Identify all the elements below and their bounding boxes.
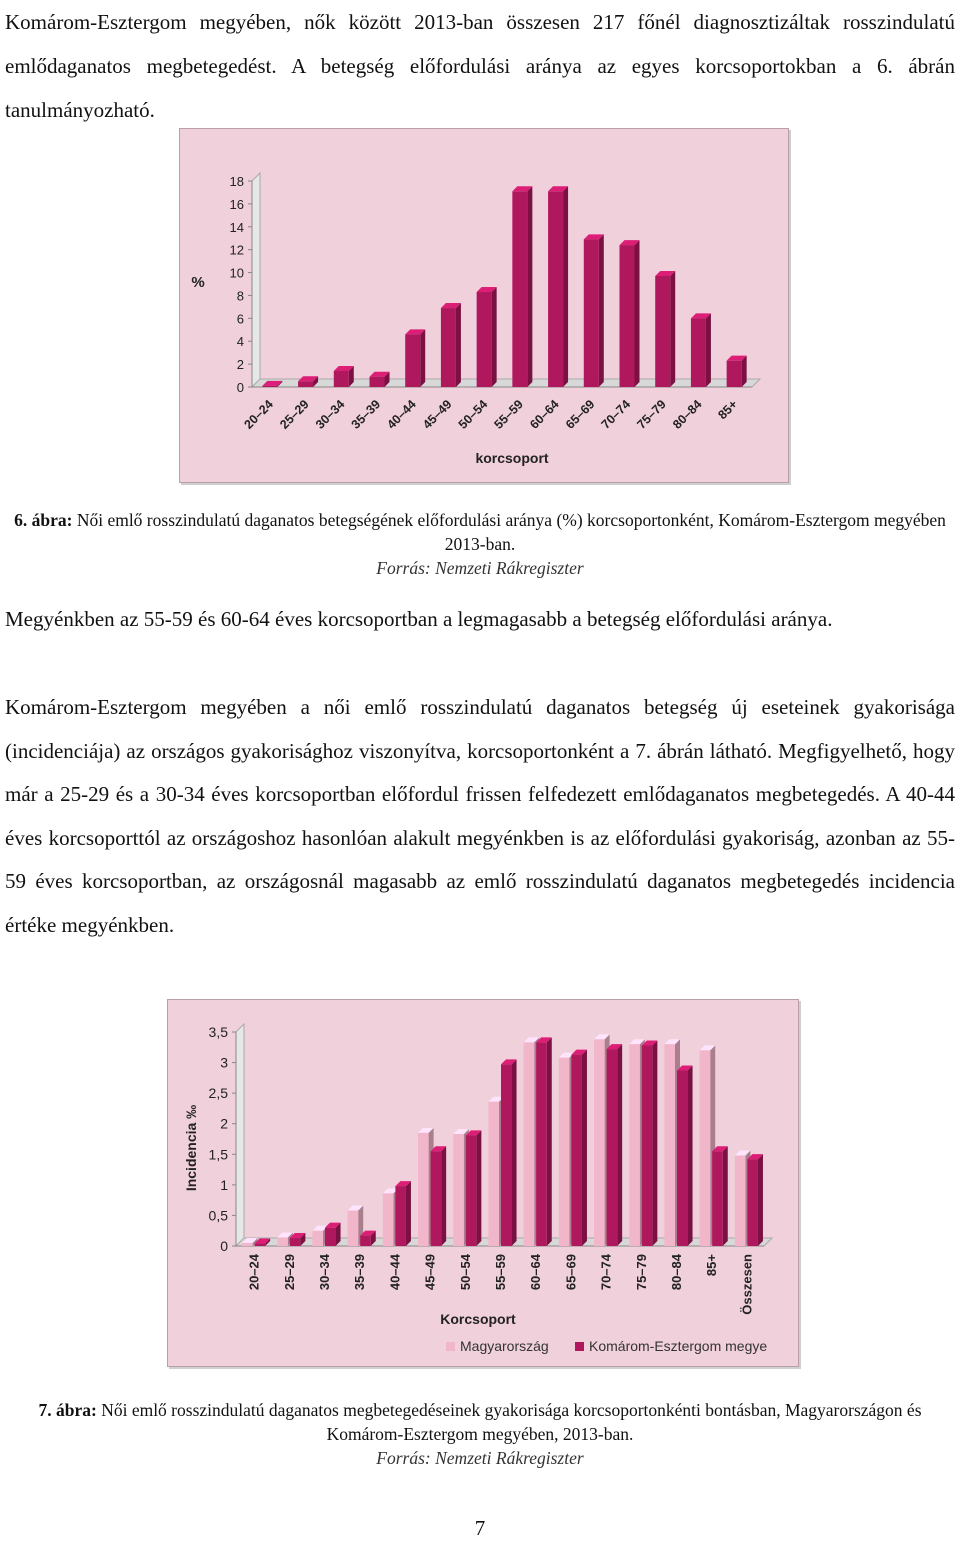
fig7-legend-swatch-ke	[575, 1342, 584, 1351]
fig6-xtick-label: 50–54	[455, 397, 491, 432]
fig7-bar-hu	[700, 1050, 711, 1246]
fig7-bar-hu	[559, 1058, 570, 1246]
fig7-bar-hu	[629, 1044, 640, 1246]
fig7-bar-ke	[642, 1045, 653, 1246]
fig6-bar	[620, 245, 635, 387]
incidence-paragraph: Komárom-Esztergom megyében a női emlő rosszindulatú daganatos betegség új eseteinek gyakorisága (incidenciája) az országos gyakorisághoz viszonyítva, korcsoportonként a 7. ábrán látható. Megfigyelhető, hogy már a 25-29 és a 30-34 éves korcsoportban előfordul frissen felfedezett emlődaganatos megbetegedés. A 40-44 éves korcsoporttól az országoshoz hasonlóan alakult megyénkben is az előfordulási gyakoriság, azonban az 55-59 éves korcsoportban, az országosnál magasabb az emlő rosszindulatú daganatos megbetegedés incidencia értéke megyénkben.	[5, 695, 955, 937]
fig6-xtick-label: 35–39	[348, 397, 384, 432]
fig7-xtick-label: 60–64	[528, 1254, 544, 1291]
fig6-bar-side	[742, 356, 747, 387]
fig6-xtick-label: 80–84	[670, 397, 705, 432]
fig6-ytick-label: 2	[236, 357, 244, 373]
fig7-bar-hu	[348, 1211, 359, 1246]
fig6-bar-side	[670, 271, 675, 387]
intro-paragraph: Komárom-Esztergom megyében, nők között 2013-ban összesen 217 főnél diagnosztizáltak rosszindulatú emlődaganatos megbetegedést. A betegség előfordulási aránya az egyes korcsoportokban a 6. ábrán tanulmányozható.	[5, 10, 955, 122]
fig7-bar-ke-side	[512, 1059, 517, 1246]
fig7-bar-hu	[594, 1039, 605, 1246]
fig6-xtick-label: 85+	[715, 397, 741, 423]
fig6-bar	[512, 191, 527, 387]
fig6-bar	[691, 318, 706, 387]
fig7-ytick-label: 2	[220, 1115, 228, 1132]
fig6-ytick-label: 8	[236, 288, 244, 304]
figure6-chart	[179, 128, 789, 483]
fig7-ytick-label: 1	[220, 1176, 228, 1193]
fig6-xtick-label: 20–24	[241, 397, 276, 432]
figure7-svg	[168, 1000, 798, 1366]
fig7-bar-ke-side	[547, 1037, 552, 1246]
fig7-xtick-label: 45–49	[422, 1254, 438, 1291]
figure6-caption-label: 6. ábra:	[14, 510, 73, 530]
fig7-bar-ke	[536, 1042, 547, 1246]
fig6-xtick-label: 55–59	[491, 397, 526, 432]
fig6-xtick-label: 75–79	[634, 397, 669, 432]
fig7-ytick-label: 3	[220, 1054, 228, 1071]
fig7-bar-hu	[418, 1133, 429, 1246]
fig6-bar	[334, 371, 349, 387]
fig7-bar-ke	[466, 1135, 477, 1246]
fig7-ytick-label: 0,5	[208, 1207, 228, 1224]
fig6-xtick-label: 65–69	[562, 397, 598, 432]
fig6-bar	[262, 386, 277, 387]
fig7-bar-ke-side	[441, 1146, 446, 1246]
fig6-bar-side	[527, 186, 532, 387]
fig7-bar-hu	[524, 1042, 535, 1246]
figure6-source: Forrás: Nemzeti Rákregiszter	[376, 558, 584, 578]
fig6-ytick-label: 10	[229, 265, 244, 281]
fig6-ytick-label: 0	[236, 380, 244, 395]
fig7-bar-ke-side	[758, 1154, 763, 1246]
figure6-svg	[180, 129, 788, 482]
fig6-xtick-label: 60–64	[527, 397, 562, 432]
fig6-xlabel: korcsoport	[475, 450, 549, 466]
fig7-xtick-label: 20–24	[246, 1254, 262, 1291]
fig7-bar-ke-side	[406, 1181, 411, 1246]
fig6-bar	[370, 377, 385, 387]
fig7-xtick-label: 30–34	[317, 1254, 332, 1291]
fig7-ytick-label: 3,5	[208, 1024, 228, 1040]
fig6-bar	[548, 191, 563, 387]
fig7-bar-hu	[277, 1237, 288, 1246]
fig7-bar-ke	[290, 1238, 301, 1246]
fig7-xtick-label: 50–54	[457, 1254, 473, 1291]
fig6-xtick-label: 70–74	[598, 397, 634, 432]
fig7-bar-ke-side	[617, 1044, 622, 1246]
fig6-ytick-label: 18	[229, 174, 244, 189]
fig6-bar	[655, 276, 670, 387]
figure7-caption	[0, 1398, 960, 1470]
fig6-bar	[477, 292, 492, 387]
figure7-chart	[167, 999, 799, 1367]
fig7-legend-swatch-hu	[446, 1342, 455, 1351]
fig7-wall-side	[236, 1024, 244, 1246]
fig7-bar-hu	[312, 1231, 323, 1246]
fig6-ylabel: %	[191, 274, 205, 291]
fig6-bar	[727, 361, 742, 387]
fig7-xtick-label: 85+	[704, 1254, 720, 1277]
fig6-bar	[405, 334, 420, 387]
fig6-ytick-label: 4	[236, 334, 244, 350]
fig6-bar-side	[599, 234, 604, 387]
figure6-caption	[0, 508, 960, 580]
figure7-caption-label: 7. ábra:	[38, 1400, 97, 1420]
fig7-xtick-label: 65–69	[563, 1254, 579, 1291]
fig7-bar-ke-side	[723, 1146, 728, 1246]
fig6-floor	[252, 379, 760, 387]
fig7-bar-hu	[735, 1156, 746, 1246]
fig7-bar-ke	[677, 1071, 688, 1246]
fig7-ylabel: Incidencia ‰	[183, 1104, 199, 1192]
fig6-bar-side	[706, 313, 711, 387]
fig6-ytick-label: 16	[229, 196, 244, 212]
fig6-bar-side	[420, 329, 425, 387]
fig7-xtick-label: 35–39	[352, 1254, 368, 1291]
fig7-legend-label-hu: Magyarország	[460, 1338, 549, 1354]
fig7-bar-ke	[325, 1228, 336, 1246]
figure7-source: Forrás: Nemzeti Rákregiszter	[376, 1448, 584, 1468]
page-number: 7	[474, 1516, 486, 1540]
fig6-ytick-label: 14	[229, 219, 244, 235]
fig7-bar-ke	[255, 1244, 266, 1246]
fig7-bar-ke	[501, 1064, 512, 1246]
fig7-bar-hu	[242, 1243, 253, 1246]
fig6-xtick-label: 30–34	[312, 397, 348, 432]
fig6-bar-side	[456, 303, 461, 387]
fig6-bar-side	[635, 240, 640, 387]
fig7-bar-ke-side	[652, 1040, 657, 1246]
fig6-xtick-label: 45–49	[420, 397, 455, 432]
highest-paragraph: Megyénkben az 55-59 és 60-64 éves korcsoportban a legmagasabb a betegség előfordulási aránya.	[5, 607, 833, 631]
fig7-bar-ke-side	[688, 1066, 693, 1246]
fig7-bar-ke	[607, 1049, 618, 1246]
fig7-bar-ke	[360, 1236, 371, 1246]
fig7-legend-label-ke: Komárom-Esztergom megye	[589, 1338, 768, 1354]
fig7-bar-ke-side	[476, 1130, 481, 1246]
fig7-bar-ke	[712, 1151, 723, 1246]
figure7-caption-text: Női emlő rosszindulatú daganatos megbetegedéseinek gyakorisága korcsoportonkénti bontásban, Magyarországon és Komárom-Esztergom megyében, 2013-ban.	[101, 1400, 922, 1444]
fig7-bar-ke	[747, 1159, 758, 1246]
fig6-bar-side	[563, 186, 568, 387]
fig7-bar-hu	[664, 1044, 675, 1246]
fig6-ytick-label: 6	[236, 311, 244, 327]
fig6-bar-side	[492, 287, 497, 387]
fig6-bar	[441, 308, 456, 387]
fig7-xtick-label: Összesen	[739, 1254, 755, 1315]
fig7-xtick-label: 40–44	[387, 1254, 403, 1291]
fig7-xlabel: Korcsoport	[440, 1311, 516, 1327]
fig7-xtick-label: 70–74	[598, 1254, 614, 1291]
fig7-bar-hu	[453, 1134, 464, 1246]
fig7-bar-ke	[571, 1055, 582, 1246]
fig7-bar-hu	[488, 1102, 499, 1246]
fig6-xtick-label: 40–44	[384, 397, 419, 432]
fig7-bar-ke	[431, 1151, 442, 1246]
fig7-xtick-label: 80–84	[669, 1254, 684, 1291]
fig7-xtick-label: 55–59	[493, 1254, 508, 1291]
fig7-xtick-label: 75–79	[633, 1254, 649, 1291]
figure6-caption-text: Női emlő rosszindulatú daganatos betegségének előfordulási aránya (%) korcsoportonként, Komárom-Esztergom megyében 2013-ban.	[76, 510, 946, 554]
fig7-ytick-label: 2,5	[208, 1085, 228, 1102]
fig6-bar	[298, 381, 313, 387]
fig7-xtick-label: 25–29	[281, 1254, 297, 1291]
fig7-ytick-label: 1,5	[208, 1146, 228, 1163]
fig6-wall-side	[252, 173, 260, 387]
fig6-xtick-label: 25–29	[277, 397, 312, 432]
fig7-bar-ke	[395, 1186, 406, 1246]
fig7-bar-ke-side	[582, 1050, 587, 1246]
fig6-ytick-label: 12	[229, 242, 244, 258]
fig6-bar	[584, 239, 599, 387]
fig7-bar-hu	[383, 1193, 394, 1246]
fig7-ytick-label: 0	[220, 1238, 228, 1254]
